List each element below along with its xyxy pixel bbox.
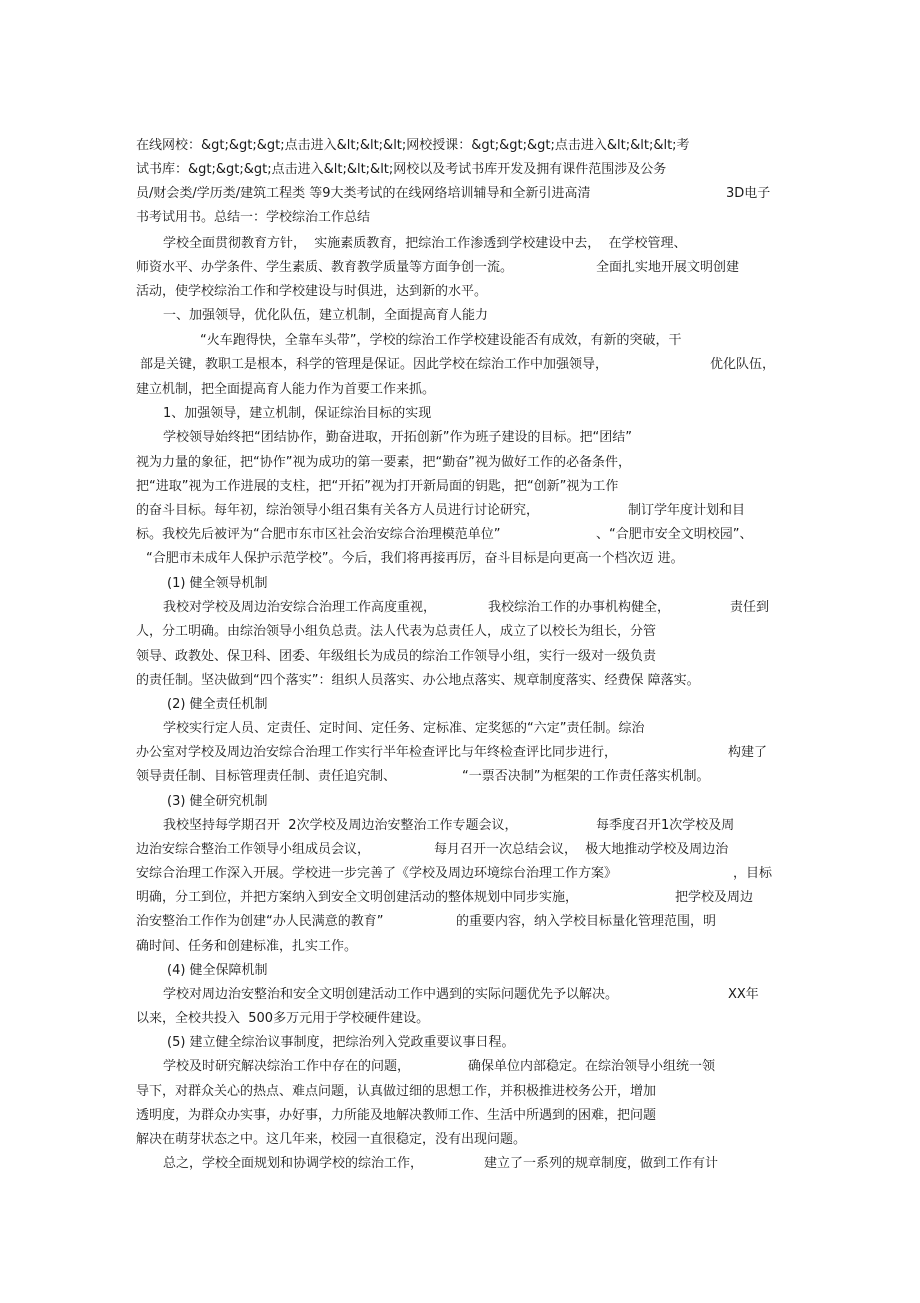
text-fragment: 每季度召开1次学校及周 bbox=[596, 818, 735, 833]
text-fragment: 全面扎实地开展文明创建 bbox=[596, 260, 740, 275]
text-line: 治安整治工作作为创建“办人民满意的教育” bbox=[136, 914, 384, 929]
text-fragment: 的重要内容，纳入学校目标量化管理范围，明 bbox=[456, 914, 717, 929]
text-line: 我校坚持每学期召开 2次学校及周边治安整治工作专题会议， bbox=[163, 818, 518, 833]
text-line: 在线网校：&gt;&gt;&gt;点击进入&lt;&lt;&lt;网校授课：&gt;&gt;&gt;点击进入&lt;&lt;&lt;考 bbox=[136, 138, 690, 153]
text-fragment: 建立了一系列的规章制度，做到工作有计 bbox=[484, 1156, 719, 1171]
text-line: 导下，对群众关心的热点、难点问题，认真做过细的思想工作，并积极推进校务公开，增加 bbox=[136, 1084, 657, 1099]
text-line: 学校对周边治安整治和安全文明创建活动工作中遇到的实际问题优先予以解决。 bbox=[163, 987, 619, 1002]
text-line: (5) 建立健全综治议事制度，把综治列入党政重要议事日程。 bbox=[167, 1035, 515, 1050]
text-line: 解决在萌芽状态之中。这几年来，校园一直很稳定，没有出现问题。 bbox=[136, 1132, 527, 1147]
text-line: (1) 健全领导机制 bbox=[167, 576, 268, 591]
text-fragment: 责任到 bbox=[730, 600, 770, 615]
text-line: 明确，分工到位，并把方案纳入到安全文明创建活动的整体规划中同步实施， bbox=[136, 890, 579, 905]
text-line: 安综合治理工作深入开展。学校进一步完善了《学校及周边环境综台治理工作方案》 bbox=[136, 866, 618, 881]
text-line: “合肥市未成年人保护示范学校”。今后，我们将再接再厉，奋斗目标是向更高一个档次迈 进。 bbox=[146, 551, 684, 566]
text-line: 的责任制。坚决做到“四个落实”：组织人员落实、办公地点落实、规章制度落实、经费保 障落实。 bbox=[136, 673, 700, 688]
text-fragment: 每月召开一次总结会议， 极大地推动学校及周边治 bbox=[434, 842, 729, 857]
text-line: 建立机制，把全面提高育人能力作为首要工作来抓。 bbox=[136, 382, 436, 397]
text-fragment: 、“合肥市安全文明校园”、 bbox=[596, 527, 753, 542]
text-line: 部是关键，教职工是根本，科学的管理是保证。因此学校在综治工作中加强领导， bbox=[140, 357, 609, 372]
text-line: 办公室对学校及周边治安综合治理工作实行半年检查评比与年终检查评比同步进行， bbox=[136, 745, 618, 760]
text-fragment: 构建了 bbox=[728, 745, 768, 760]
text-line: 确时间、任务和创建标准，扎实工作。 bbox=[136, 939, 358, 954]
text-line: 一、加强领导，优化队伍，建立机制，全面提高育人能力 bbox=[163, 308, 489, 323]
text-line: 书考试用书。总结一：学校综治工作总结 bbox=[136, 210, 371, 225]
text-fragment: 把学校及周边 bbox=[675, 890, 754, 905]
text-line: (2) 健全责任机制 bbox=[167, 697, 268, 712]
text-line: (3) 健全研究机制 bbox=[167, 794, 268, 809]
text-line: 的奋斗目标。每年初，综治领导小组召集有关各方人员进行讨论研究， bbox=[136, 503, 540, 518]
text-line: 1、加强领导，建立机制，保证综治目标的实现 bbox=[163, 406, 432, 421]
text-line: 领导责任制、目标管理责任制、责任追究制、 bbox=[136, 769, 397, 784]
text-fragment: XX年 bbox=[728, 987, 759, 1002]
text-fragment: 确保单位内部稳定。在综治领导小组统一领 bbox=[468, 1059, 716, 1074]
text-line: 学校领导始终把“团结协作，勤奋进取，开拓创新”作为班子建设的目标。把“团结” bbox=[163, 430, 632, 445]
text-line: 领导、政教处、保卫科、团委、年级组长为成员的综治工作领导小组，实行一级对一级负责 bbox=[136, 649, 657, 664]
text-line: 师资水平、办学条件、学生素质、教育教学质量等方面争创一流。 bbox=[136, 260, 514, 275]
text-line: 透明度，为群众办实事，办好事，力所能及地解决教师工作、生活中所遇到的困难，把问题 bbox=[136, 1108, 657, 1123]
text-line: 学校全面贯彻教育方针， 实施素质教育，把综治工作渗透到学校建设中去， 在学校管理、 bbox=[163, 236, 687, 251]
text-line: “火车跑得快，全靠车头带”，学校的综治工作学校建设能否有成效，有新的突破，干 bbox=[200, 333, 682, 348]
text-line: 总之，学校全面规划和协调学校的综治工作， bbox=[163, 1156, 424, 1171]
text-line: 员/财会类/学历类/建筑工程类 等9大类考试的在线网络培训辅导和全新引进高清 bbox=[136, 186, 591, 201]
text-line: 学校及时研究解决综治工作中存在的问题， bbox=[163, 1059, 411, 1074]
text-fragment: 制订学年度计划和目 bbox=[628, 503, 746, 518]
text-fragment: ，目标 bbox=[733, 866, 773, 881]
text-line: 把“进取”视为工作进展的支柱，把“开拓”视为打开新局面的钥匙，把“创新”视为工作 bbox=[136, 479, 619, 494]
text-fragment: 优化队伍， bbox=[710, 357, 776, 372]
text-fragment: 我校综治工作的办事机构健全， bbox=[488, 600, 671, 615]
text-line: 试书库：&gt;&gt;&gt;点击进入&lt;&lt;&lt;网校以及考试书库开发及拥有课件范围涉及公务 bbox=[136, 162, 667, 177]
text-fragment: “一票否决制”为框架的工作责任落实机制。 bbox=[462, 769, 710, 784]
text-line: 活动，使学校综治工作和学校建设与时俱进，达到新的水平。 bbox=[136, 284, 488, 299]
text-line: 学校实行定人员、定责任、定时间、定任务、定标准、定奖惩的“六定”责任制。综治 bbox=[163, 721, 645, 736]
text-line: 以来，全校共投入 500多万元用于学校硬件建设。 bbox=[136, 1011, 430, 1026]
text-line: 标。我校先后被评为“合肥市东市区社会治安综合治理模范单位” bbox=[136, 527, 501, 542]
text-line: 边治安综合整治工作领导小组成员会议， bbox=[136, 842, 371, 857]
text-line: 视为力量的象征，把“协作”视为成功的第一要素，把“勤奋”视为做好工作的必备条件， bbox=[136, 455, 631, 470]
text-line: 人，分工明确。由综治领导小组负总责。法人代表为总责任人，成立了以校长为组长，分管 bbox=[136, 624, 657, 639]
text-line: 我校对学校及周边治安综合治理工作高度重视， bbox=[163, 600, 437, 615]
text-fragment: 3D电子 bbox=[726, 186, 771, 201]
text-line: (4) 健全保障机制 bbox=[167, 963, 268, 978]
